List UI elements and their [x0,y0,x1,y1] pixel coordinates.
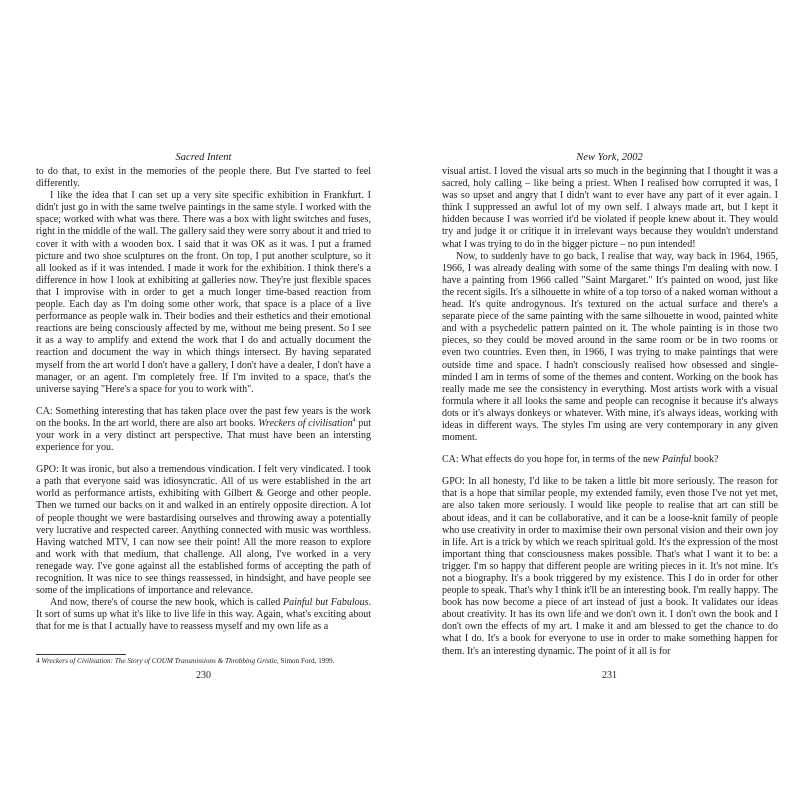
body-text [36,166,371,633]
right-page [400,0,800,800]
book-title: Painful but Fabulous [283,597,369,609]
footnote-reference: 4 [352,417,356,424]
paragraph [36,406,371,454]
page-number: 230 [196,670,211,681]
text-run: CA: Something interesting that has taken place over the past few years is the work on the books. In the art world, there are also art books. [36,405,371,429]
running-head: New York, 2002 [576,152,643,163]
text-run: . It sort of sums up what it's like to live life in this way. Again, what's exciting about that for me is that I actually have to reassess myself and my own life as a [36,597,371,633]
paragraph [36,597,371,633]
running-head: Sacred Intent [175,152,232,163]
paragraph: GPO: It was ironic, but also a tremendous vindication. I felt very vindicated. I took a path that everyone said was idiosyncratic. All of us were established in the art world as performance artists, exhibiting with Gilbert & George and other people. Then we turned our backs on it and walked in an entirely opposite direction. A lot of people thought we were bastardising ourselves and throwing away a potentially very lucrative and respected career. Anything connected with music was worthless. Having watched MTV, I can now see their point! All the more reason to explore and work with that medium, that challenge. All along, I've worked in a very renegade way. I've gone against all the established forms of accepting the path of recognition. It was nice to see things reassessed, in hindsight, and have people see some of the implications of importance and relevance. [36,464,371,597]
footnote-title: Wreckers of Civilisation: The Story of COUM Transmissions & Throbbing Gristle [41,657,277,665]
text-run: book? [691,454,719,466]
footnote-divider [36,654,126,655]
page-number: 231 [602,670,617,681]
paragraph: to do that, to exist in the memories of the people there. But I've started to feel differently. [36,166,371,190]
text-run: And now, there's of course the new book, which is called [50,597,283,609]
text-run: CA: What effects do you hope for, in terms of the new [442,454,663,466]
text-run: put your work in a very distinct art perspective. That must have been an intersting experience for you. [36,417,371,454]
book-title: Wreckers of civilisation [258,417,353,429]
body-text [442,166,778,658]
book-title: Painful [662,454,692,466]
footnote [36,657,371,666]
paragraph: GPO: In all honesty, I'd like to be taken a little bit more seriously. The reason for that is a hope that similar people, my extended family, even those I've not yet met, are also taken more seriously. I would like people to realise that art can still be about ideas, and it can be collaborative, and it can be a loose-knit family of people who use creativity in order to maximise their own personal vision and their own joy in life. Art is a trick by which we reach spiritual gold. It's the expression of the most important thing that consciousness makes possible. That's what I want it to be: a trigger. I'm so happy that different people are writing pieces in it. It's not mine. It's not a biography. It's a book triggered by my existence. This I do in order for other people to speak. That's why I think it'll be an interesting book. I'm really happy. The book has now become a piece of art instead of just a book. It validates our ideas about creativity. It has its own life and we don't own it. I don't own the book and I don't own the effects of my art. I make it and am blessed to get the chance to do what I do. It's a book for everyone to use in order to make something happen for them. It's an interesting dynamic. The point of it all is for [442,476,778,657]
footnote-text: , Simon Ford, 1999. [276,657,335,665]
paragraph: I like the idea that I can set up a very site specific exhibition in Frankfurt. I didn't just go in with the same twelve paintings in the same style. I worked with the space; worked with what was there. There was a box with light switches and fuses, right in the middle of the wall. The gallery said they were sorry about it and tried to cover it with with a wooden box. I said that it was OK as it was. I put a framed picture and two shoe sculptures on the front. On top, I put another sculpture, so it all looked as if it was intended. I made it work for the exhibition. I think there's a difference in how I look at exhibiting at galleries now. They're just flexible spaces that I improvise with in order to get a much longer time-based reaction from people. Each day as I'm doing some other work, that space is a place of a live performance as people walk in. Their bodies and their esthetics and their emotional reactions are being consciously affected by me, without me being present. So I see it as a way to amplify and extend the work that I do and actually document the reaction and document the way in which things intersect. By having separated myself from the art world I don't have a gallery, I don't have a dealer, I don't have a manager, or an agent. I'm completely free. If I'm invited to a space, that's the universe saying "Here's a space for you to work with". [36,190,371,395]
paragraph: Now, to suddenly have to go back, I realise that way, way back in 1964, 1965, 1966, I was already dealing with some of the same things I'm dealing with now. I have a painting from 1966 called "Saint Margaret." It's painted on wood, just like the recent sigils. It's a silhouette in white of a top torso of a naked woman without a head. It's quite androgynous. It's textured on the actual surface and there's a separate piece of the same painting with the same silhouette in wood, painted white and with a psychedelic pattern painted on it. The whole painting is in those two pieces, so they could be moved around in the same room or be in two rooms or even two countries. Even then, in 1966, I was trying to make paintings that were outside time and space. I hadn't consciously realised how obsessed and single-minded I am in terms of some of the themes and content. Working on the book has really made me see the consistency in everything. Most artists work with a visual formula where it all looks the same and people can recognise it because it's always dots or it's always donkeys or whatever. With mine, it's always ideas, working with ideas in different ways. The styles I'm using are very contemporary in any given moment. [442,250,778,444]
footnote-number: 4 [36,657,40,665]
paragraph [442,454,778,466]
paragraph: visual artist. I loved the visual arts so much in the beginning that I thought it was a sacred, holy calling – like being a priest. When I realised how corrupted it was, I was so upset and angry that I didn't want to ever have any part of it ever again. I think I suppressed an awful lot of my own self. I always made art, but I kept it hidden because I was worried it'd be violated if people knew about it. They would try and judge it or critique it in irrelevant ways because they wouldn't understand what I was trying to do in the bigger picture – no pun intended! [442,166,778,250]
